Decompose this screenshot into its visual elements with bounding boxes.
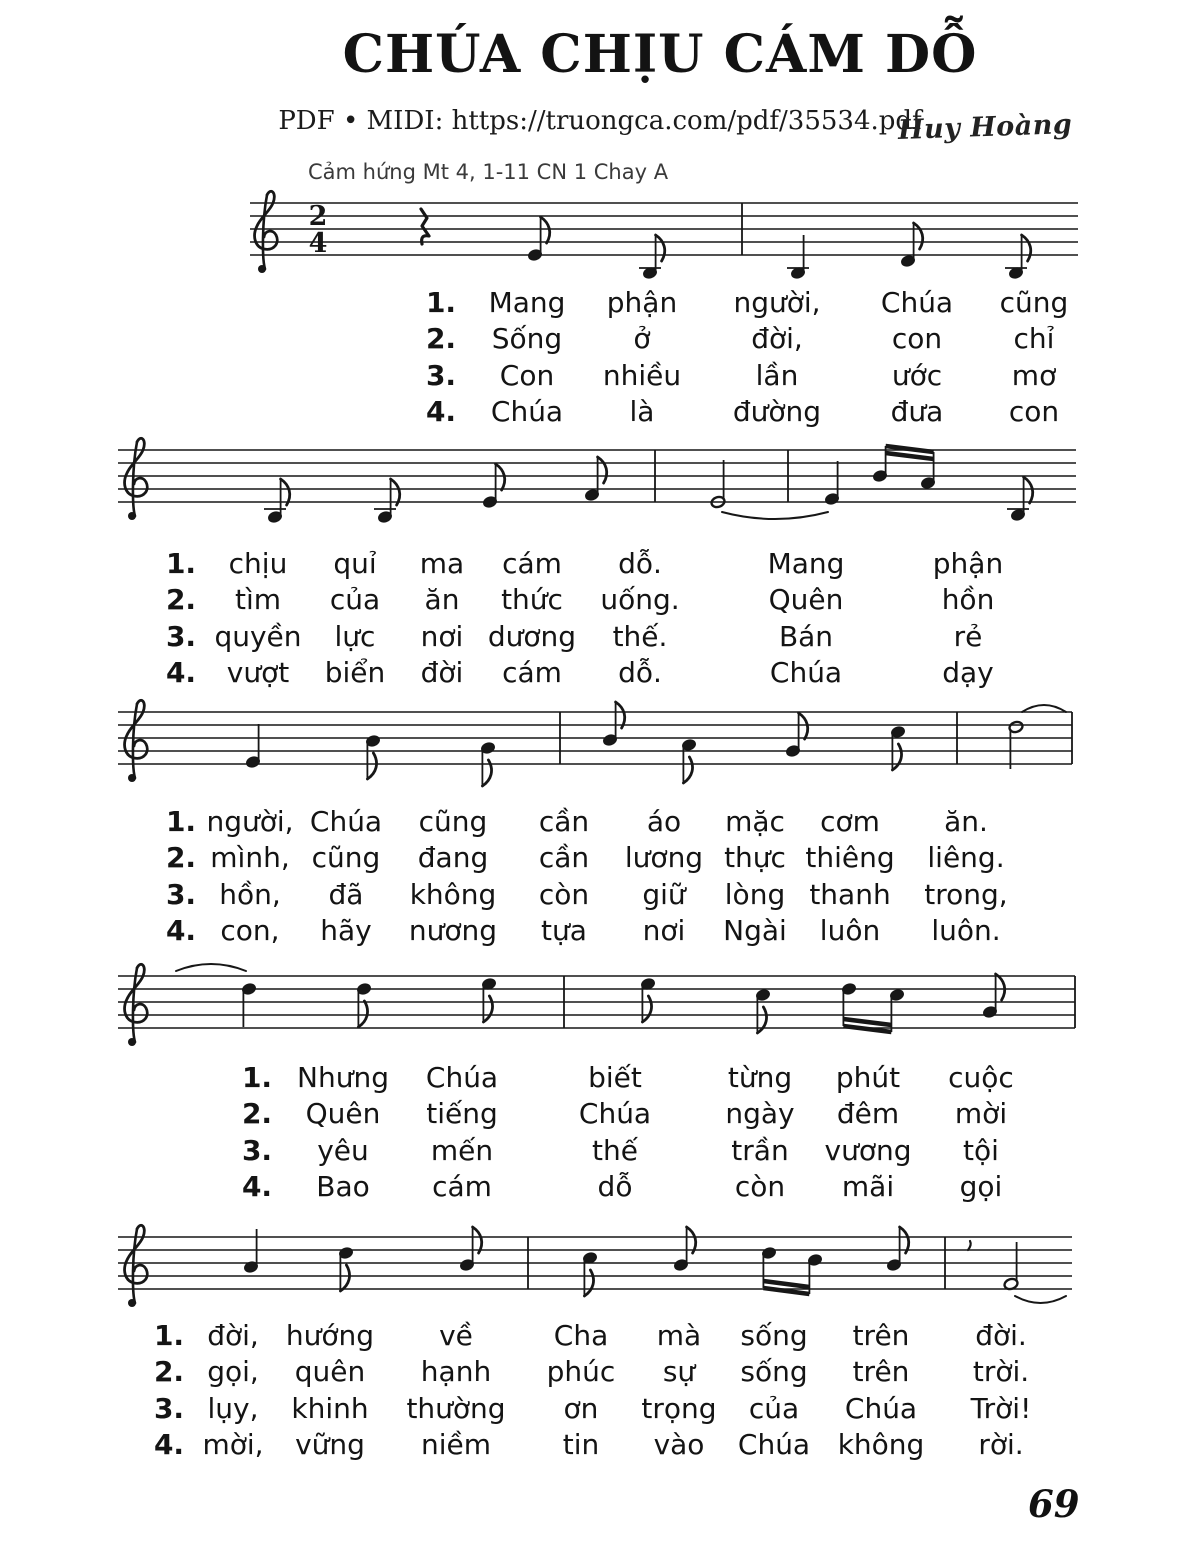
lyric-word: ở [633,322,651,356]
tie-slur [722,512,828,519]
lyrics-block-5 [146,1319,1066,1465]
lyric-row [156,547,1024,583]
lyric-word: sống [740,1319,808,1352]
lyric-word: sự [662,1355,696,1389]
verse-number: 4. [153,1428,185,1462]
tie-slur [1022,705,1066,712]
lyric-word: đời, [207,1319,259,1352]
inspiration-note: Cảm hứng Mt 4, 1-11 CN 1 Chay A [308,160,669,184]
lyric-word: phúc [546,1355,616,1389]
lyric-word: con, [220,914,280,948]
lyric-word: quỉ [333,547,377,580]
lyric-word: thường [406,1391,506,1425]
lyric-word: cám [432,1170,492,1204]
lyric-row [146,1355,1066,1391]
eighth-flag [358,1001,367,1027]
lyric-word: nương [408,914,498,948]
lyric-word: phận [932,547,1004,580]
lyric-word: con [1008,395,1060,429]
lyric-row [156,841,1034,877]
lyric-word: trong, [924,877,1008,911]
lyric-word: dương [487,619,577,653]
lyric-word: mãi [841,1170,895,1204]
lyric-row [414,286,1090,322]
lyric-row [156,805,1034,841]
lyric-word: thức [501,583,563,617]
lyric-word: nhiều [602,358,682,392]
time-signature: 2 [308,201,328,232]
lyric-word: trần [731,1133,789,1167]
lyric-word: thanh [809,877,891,911]
lyric-word: sống [740,1355,808,1389]
verse-number: 1. [165,547,197,580]
lyric-word: khinh [291,1391,369,1425]
treble-clef-icon [258,265,266,273]
verse-number: 3. [241,1133,273,1167]
eighth-flag [496,464,505,490]
lyric-word: đường [732,395,822,429]
treble-clef-icon [128,1299,136,1307]
lyric-word: đưa [890,395,944,429]
lyric-word: tìm [234,583,282,617]
lyric-word: yêu [317,1133,369,1167]
lyric-row [230,1134,1038,1170]
lyric-word: chỉ [1013,322,1055,356]
lyric-word: Mang [488,286,566,319]
lyric-word: thế. [612,619,668,653]
lyric-word: ma [419,547,465,580]
lyric-row [156,583,1024,619]
lyric-word: vững [295,1428,365,1462]
beam [843,1026,891,1032]
lyric-word: còn [538,877,590,911]
lyric-word: cám [502,547,562,580]
lyric-word: không [837,1428,925,1462]
lyric-word: cũng [999,286,1069,319]
tie-slur [176,964,246,971]
eighth-flag [473,1227,482,1253]
eighth-flag [996,974,1005,1000]
lyric-word: không [409,877,497,911]
lyric-word: dỗ [597,1170,633,1204]
lyric-word: đời, [751,322,803,356]
lyric-word: vào [653,1428,705,1462]
tie-slur [1015,1296,1066,1303]
lyric-word: lòng [724,877,786,911]
lyric-word: vương [824,1133,912,1167]
lyric-row [414,395,1090,431]
lyric-word: Chúa [578,1097,652,1131]
verse-number: 3. [153,1391,185,1425]
lyric-word: người, [733,286,821,319]
lyric-word: Con [499,358,555,392]
beam [886,453,934,459]
lyric-word: Chúa [490,395,564,429]
lyric-word: cám [502,656,562,690]
lyric-word: lần [755,358,799,392]
lyric-row [156,656,1024,692]
eighth-flag [340,1265,349,1291]
verse-number: 1. [241,1061,273,1094]
lyric-word: thế [592,1133,638,1167]
lyric-word: biển [324,656,386,690]
lyric-word: cần [538,841,590,875]
lyric-row [156,914,1034,950]
lyric-word: niềm [420,1428,492,1462]
lyric-word: áo [646,805,682,838]
lyric-row [230,1170,1038,1206]
lyric-word: luôn. [931,914,1001,948]
lyric-word: ăn. [944,805,988,838]
lyric-word: Mang [767,547,845,580]
eighth-flag [683,757,692,783]
lyric-word: còn [734,1170,786,1204]
lyric-word: của [748,1391,800,1425]
verse-number: 4. [425,395,457,429]
composer-name: Huy Hoàng [897,108,1073,147]
eighth-flag [391,479,400,505]
lyric-word: lụy, [207,1391,259,1425]
lyric-word: biết [588,1061,642,1094]
treble-clef-icon [128,774,136,782]
lyrics-block-2 [156,547,1024,693]
eighth-flag [616,702,625,728]
lyric-word: tin [562,1428,600,1462]
lyric-word: Quên [768,583,844,617]
pdf-midi-label: PDF • MIDI: [278,106,452,136]
lyric-word: là [629,395,655,429]
lyric-word: Chúa [737,1428,811,1462]
lyric-word: rẻ [953,619,983,653]
lyric-word: gọi, [207,1355,259,1389]
eighth-flag [799,713,808,739]
lyric-word: người, [206,805,294,838]
lyric-word: cơm [820,805,880,838]
lyric-word: Quên [305,1097,381,1131]
lyric-word: cũng [418,805,488,838]
verse-number: 2. [165,841,197,875]
lyric-word: hồn, [219,877,281,911]
lyric-word: đời. [975,1319,1027,1352]
eighth-flag [900,1227,909,1253]
lyric-word: rời. [978,1428,1024,1462]
beam [886,446,934,452]
lyric-word: hướng [285,1319,375,1352]
lyric-word: Sống [491,322,563,356]
verse-number: 1. [165,805,197,838]
pdf-url-link[interactable]: https://truongca.com/pdf/35534.pdf [451,106,922,136]
time-signature: 4 [308,228,328,259]
lyric-word: con [891,322,943,356]
lyric-word: hồn [941,583,995,617]
lyric-word: ăn [424,583,460,617]
eighth-flag [1024,477,1033,503]
lyric-word: trời. [972,1355,1030,1389]
verse-number: 4. [165,914,197,948]
lyric-word: ngày [725,1097,795,1131]
lyric-word: mình, [210,841,290,875]
verse-number: 1. [153,1319,185,1352]
lyric-word: Chúa [309,805,383,838]
eighth-flag [892,744,901,770]
lyric-word: mời [954,1097,1008,1131]
lyric-word: trên [852,1355,910,1389]
eighth-flag [656,235,665,261]
eighth-flag [483,996,492,1022]
eighth-flag [584,1270,593,1296]
lyric-row [230,1097,1038,1133]
lyric-word: giữ [642,877,686,911]
verse-number: 4. [241,1170,273,1204]
lyric-row [146,1392,1066,1428]
lyric-word: mời, [202,1428,264,1462]
lyric-row [146,1319,1066,1355]
verse-number: 2. [165,583,197,617]
lyric-word: mà [656,1319,702,1352]
lyric-word: Ngài [723,914,787,948]
lyric-word: từng [727,1061,793,1094]
lyric-word: hãy [320,914,372,948]
lyric-word: dỗ. [618,547,662,580]
lyric-word: Nhưng [297,1061,389,1094]
eighth-flag [642,996,651,1022]
lyric-word: cần [538,805,590,838]
lyric-word: Bao [316,1170,370,1204]
lyric-row [156,620,1024,656]
breath-mark [968,1241,971,1250]
lyric-word: cũng [311,841,381,875]
lyric-word: Chúa [844,1391,918,1425]
verse-number: 2. [241,1097,273,1131]
lyric-word: ước [891,358,943,392]
treble-clef-icon [128,1038,136,1046]
eighth-flag [598,457,607,483]
lyric-word: thiêng [805,841,895,875]
lyric-word: tiếng [426,1097,498,1131]
lyric-word: ơn [563,1391,599,1425]
lyrics-block-4 [230,1061,1038,1207]
lyric-row [414,322,1090,358]
lyric-word: đang [417,841,489,875]
eighth-flag [541,217,550,243]
eighth-flag [757,1007,766,1033]
lyric-word: mến [430,1133,494,1167]
treble-clef-icon [128,512,136,520]
lyric-word: tựa [541,914,587,948]
lyric-word: Chúa [425,1061,499,1094]
eighth-flag [914,223,923,249]
lyric-word: Trời! [970,1391,1032,1425]
lyric-word: nơi [420,619,464,653]
lyric-word: của [329,583,381,617]
lyric-word: mơ [1011,358,1057,392]
eighth-flag [367,753,376,779]
lyric-word: đã [328,877,364,911]
lyric-word: gọi [959,1170,1003,1204]
lyric-word: đời [420,656,464,690]
lyric-word: cuộc [948,1061,1014,1094]
lyric-word: lực [334,619,376,653]
verse-number: 3. [165,619,197,653]
lyric-word: thực [724,841,786,875]
beam [763,1281,809,1287]
lyric-word: Chúa [880,286,954,319]
lyric-word: liêng. [927,841,1005,875]
lyric-word: luôn [819,914,881,948]
lyric-word: mặc [725,805,785,838]
lyric-word: quên [294,1355,366,1389]
lyric-word: về [439,1319,473,1352]
lyric-word: dỗ. [618,656,662,690]
beam [843,1019,891,1025]
lyrics-block-3 [156,805,1034,951]
lyric-row [230,1061,1038,1097]
page-number: 69 [1028,1482,1080,1526]
verse-number: 4. [165,656,197,690]
lyric-word: trên [852,1319,910,1352]
lyric-word: chịu [228,547,288,580]
lyric-word: nơi [642,914,686,948]
eighth-flag [687,1227,696,1253]
verse-number: 3. [425,358,457,392]
lyric-word: Chúa [769,656,843,690]
lyric-word: tội [963,1133,999,1167]
lyric-word: uống. [600,583,680,617]
lyric-word: quyền [214,619,302,653]
lyric-word: Bán [778,619,834,653]
lyric-word: Cha [553,1319,609,1352]
lyric-word: đêm [836,1097,900,1131]
verse-number: 2. [153,1355,185,1389]
verse-number: 2. [425,322,457,356]
eighth-flag [1022,235,1031,261]
verse-number: 1. [425,286,457,319]
verse-number: 3. [165,877,197,911]
lyric-row [156,878,1034,914]
lyric-row [146,1428,1066,1464]
song-title: CHÚA CHỊU CÁM DỖ [342,24,978,85]
lyric-word: dạy [942,656,994,690]
quarter-rest [421,209,429,244]
lyric-word: phận [606,286,678,319]
lyrics-block-1 [414,286,1090,432]
eighth-flag [281,479,290,505]
lyric-word: lương [624,841,704,875]
lyric-row [414,359,1090,395]
lyric-word: trọng [641,1391,717,1425]
lyric-word: vượt [226,656,290,690]
lyric-word: phút [835,1061,901,1094]
lyric-word: hạnh [420,1355,492,1389]
